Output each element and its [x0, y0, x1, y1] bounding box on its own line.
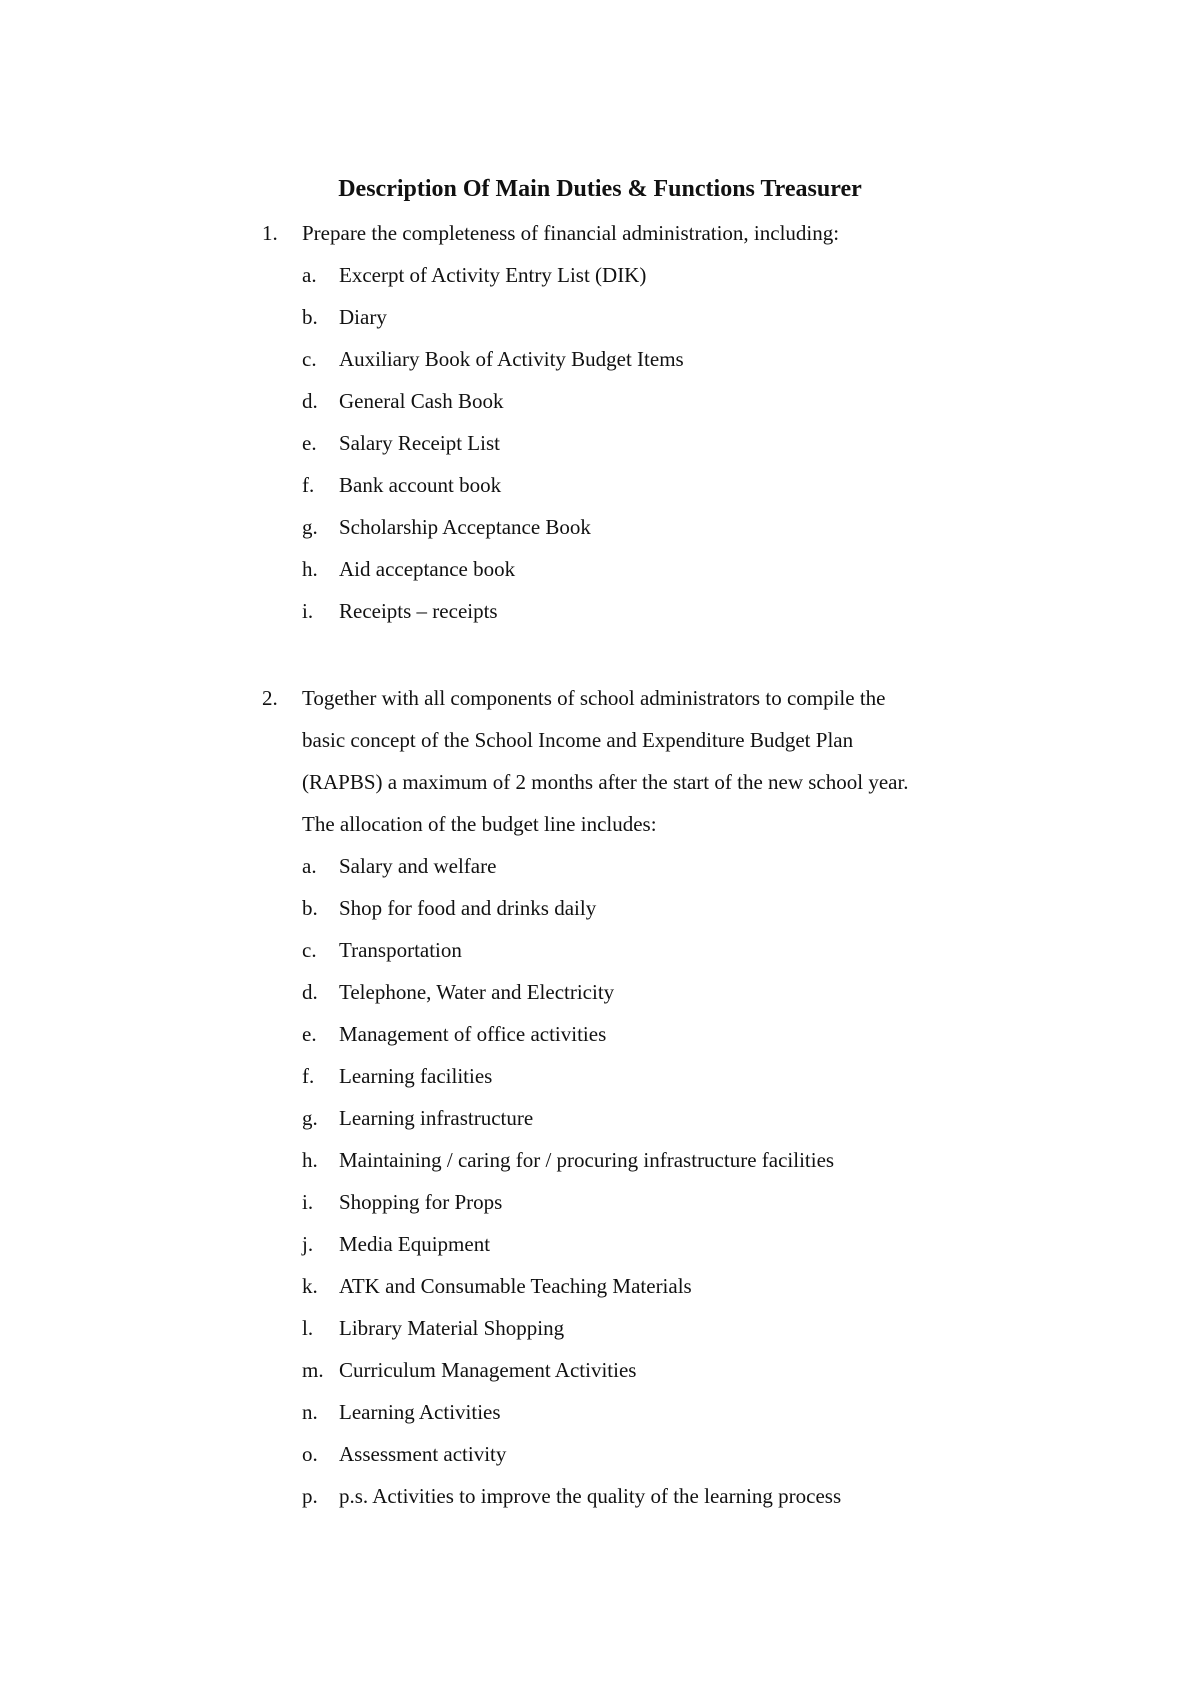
list-item-letter: i.: [302, 599, 314, 623]
list-item-letter: o.: [302, 1442, 318, 1466]
list-item: [262, 548, 1022, 590]
section-text-line: The allocation of the budget line includes:: [302, 812, 657, 836]
list-item: [262, 1181, 1022, 1223]
section-text-line: Together with all components of school administrators to compile the: [302, 686, 886, 710]
section-text-line: (RAPBS) a maximum of 2 months after the start of the new school year.: [302, 770, 909, 794]
section-text: Prepare the completeness of financial administration, including:: [302, 221, 840, 245]
list-item-text: Shopping for Props: [339, 1190, 503, 1214]
section-1-heading: [262, 212, 1022, 254]
section-number: 1.: [262, 221, 278, 245]
list-item: [262, 254, 1022, 296]
list-item-letter: b.: [302, 305, 318, 329]
list-item-text: Auxiliary Book of Activity Budget Items: [339, 347, 684, 371]
list-item: [262, 464, 1022, 506]
list-item: [262, 1223, 1022, 1265]
list-item-text: Management of office activities: [339, 1022, 607, 1046]
list-item: [262, 338, 1022, 380]
list-item-text: ATK and Consumable Teaching Materials: [339, 1274, 692, 1298]
list-item-text: Salary and welfare: [339, 854, 497, 878]
list-item-letter: a.: [302, 263, 317, 287]
list-item-text: Scholarship Acceptance Book: [339, 515, 591, 539]
list-item-letter: d.: [302, 389, 318, 413]
list-item: [262, 1475, 1022, 1517]
section-2: [262, 677, 1022, 1517]
list-item-text: Assessment activity: [339, 1442, 507, 1466]
list-item: [262, 1307, 1022, 1349]
list-item-letter: a.: [302, 854, 317, 878]
list-item-letter: n.: [302, 1400, 318, 1424]
list-item-letter: g.: [302, 515, 318, 539]
list-item-letter: c.: [302, 938, 317, 962]
list-item: [262, 1349, 1022, 1391]
list-item: [262, 1013, 1022, 1055]
list-item-letter: h.: [302, 1148, 318, 1172]
list-item: [262, 380, 1022, 422]
list-item-text: General Cash Book: [339, 389, 504, 413]
list-item-letter: f.: [302, 1064, 315, 1088]
list-item: [262, 1391, 1022, 1433]
list-item: [262, 1433, 1022, 1475]
section-number: 2.: [262, 686, 278, 710]
section-2-heading: [262, 677, 1022, 719]
list-item: [262, 1139, 1022, 1181]
list-item-text: p.s. Activities to improve the quality of the learning process: [339, 1484, 842, 1508]
list-item-letter: e.: [302, 431, 317, 455]
list-item: [262, 1055, 1022, 1097]
list-item-letter: e.: [302, 1022, 317, 1046]
list-item-text: Learning facilities: [339, 1064, 493, 1088]
list-item: [262, 296, 1022, 338]
list-item-text: Shop for food and drinks daily: [339, 896, 597, 920]
list-item: [262, 845, 1022, 887]
list-item-letter: c.: [302, 347, 317, 371]
list-item: [262, 887, 1022, 929]
list-item-text: Receipts – receipts: [339, 599, 498, 623]
list-item-letter: p.: [302, 1484, 318, 1508]
section-text-line: basic concept of the School Income and Expenditure Budget Plan: [302, 728, 854, 752]
list-item-letter: f.: [302, 473, 315, 497]
list-item-letter: m.: [302, 1358, 324, 1382]
list-item-text: Telephone, Water and Electricity: [339, 980, 615, 1004]
list-item-letter: d.: [302, 980, 318, 1004]
list-item-text: Curriculum Management Activities: [339, 1358, 637, 1382]
list-item-text: Learning Activities: [339, 1400, 501, 1424]
list-item-letter: l.: [302, 1316, 314, 1340]
list-item: [262, 590, 1022, 632]
list-item-text: Salary Receipt List: [339, 431, 500, 455]
list-item-letter: b.: [302, 896, 318, 920]
list-item-letter: j.: [302, 1232, 314, 1256]
list-item-letter: g.: [302, 1106, 318, 1130]
list-item-text: Bank account book: [339, 473, 502, 497]
document-title: Description Of Main Duties & Functions Treasurer: [338, 176, 862, 202]
list-item-letter: h.: [302, 557, 318, 581]
list-item-text: Library Material Shopping: [339, 1316, 565, 1340]
list-item: [262, 1265, 1022, 1307]
list-item-text: Media Equipment: [339, 1232, 491, 1256]
list-item-letter: i.: [302, 1190, 314, 1214]
list-item-text: Aid acceptance book: [339, 557, 516, 581]
list-item: [262, 929, 1022, 971]
section-1: [262, 212, 1022, 632]
list-item-text: Excerpt of Activity Entry List (DIK): [339, 263, 647, 287]
list-item-letter: k.: [302, 1274, 318, 1298]
list-item: [262, 506, 1022, 548]
list-item-text: Diary: [339, 305, 387, 329]
list-item-text: Learning infrastructure: [339, 1106, 534, 1130]
list-item: [262, 422, 1022, 464]
list-item: [262, 971, 1022, 1013]
list-item-text: Transportation: [339, 938, 462, 962]
list-item: [262, 1097, 1022, 1139]
list-item-text: Maintaining / caring for / procuring infrastructure facilities: [339, 1148, 835, 1172]
